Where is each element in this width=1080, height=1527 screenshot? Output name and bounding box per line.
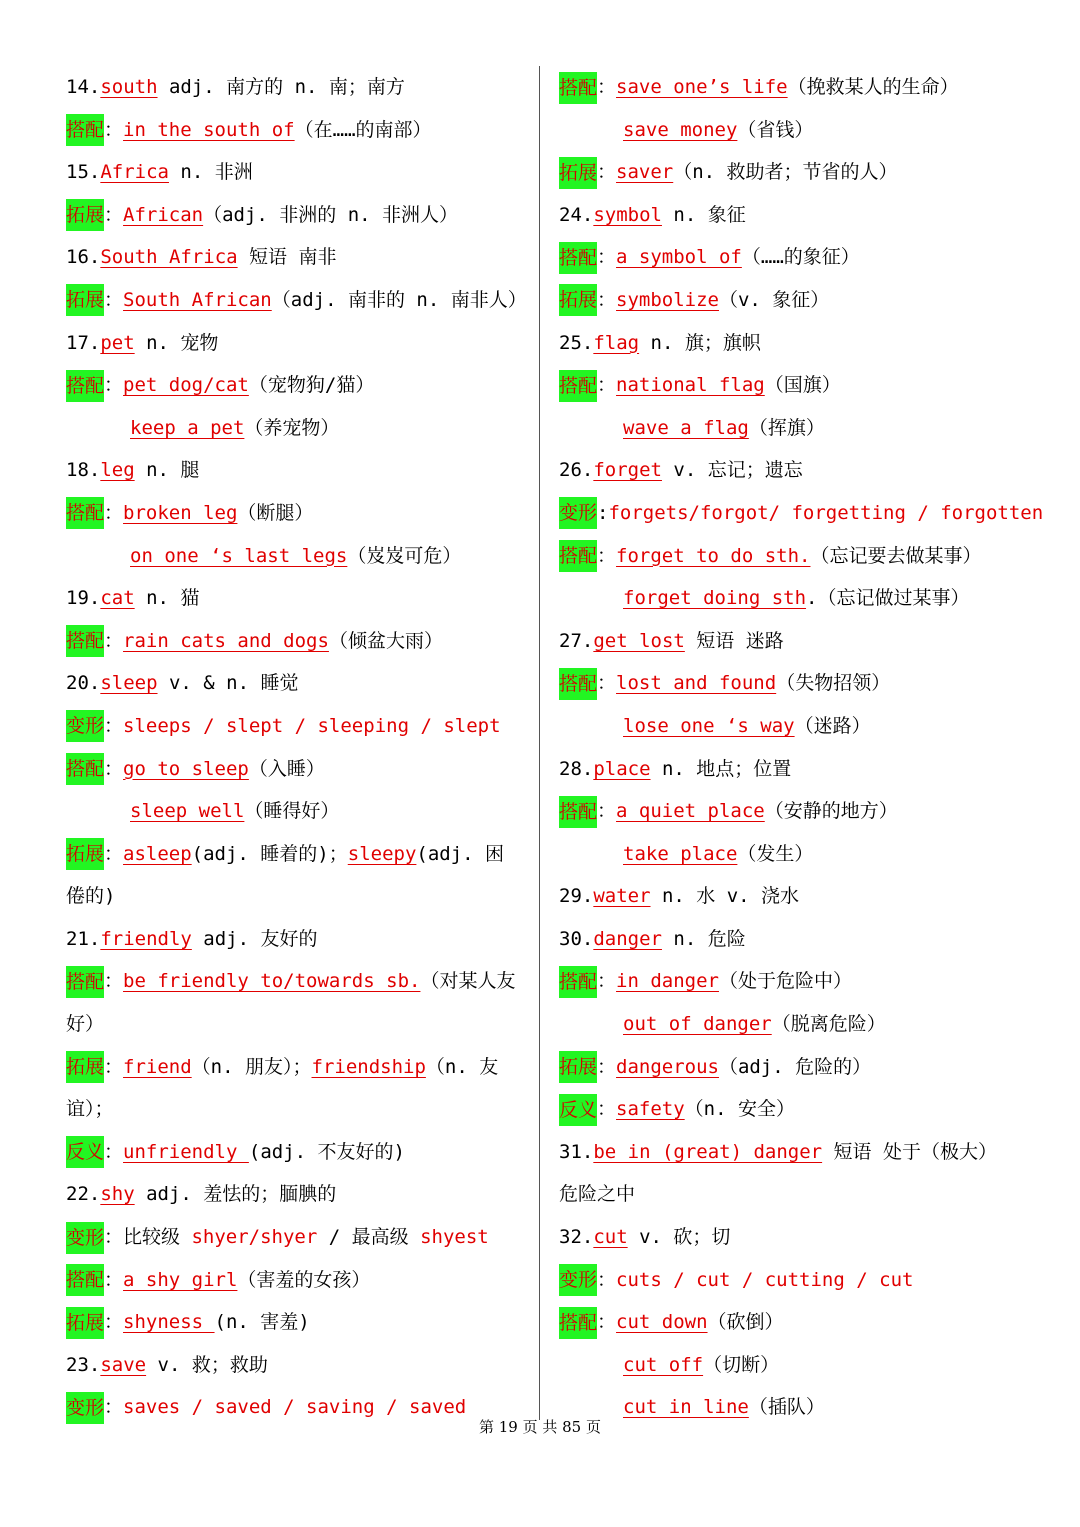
category-tag: 搭配 — [66, 753, 104, 785]
entry-line — [66, 492, 528, 535]
phrase-meaning: (n. 害羞) — [214, 1311, 310, 1334]
phrase-meaning: （砍倒） — [707, 1311, 784, 1334]
separator: ： — [104, 1055, 124, 1078]
entry-line — [559, 1046, 1059, 1089]
entry-line — [66, 236, 528, 279]
entry-line — [559, 364, 1059, 407]
word-forms-part: / 最高级 — [317, 1226, 421, 1249]
phrase: shyness — [123, 1311, 215, 1334]
definition: v. & n. 睡觉 — [157, 672, 299, 695]
phrase-meaning: （v. 象征） — [718, 288, 830, 311]
separator: ： — [104, 374, 124, 397]
phrase-meaning: （忘记要去做某事） — [810, 544, 982, 567]
definition: n. 地点；位置 — [650, 757, 792, 780]
separator: ： — [104, 1311, 124, 1334]
entry-line — [559, 1259, 1059, 1302]
phrase-meaning: （宠物狗/猫） — [248, 374, 375, 397]
phrase-meaning: （睡得好） — [244, 800, 340, 823]
phrase-meaning: （……的象征） — [741, 246, 860, 269]
category-tag: 变形 — [66, 710, 104, 742]
headword: save — [100, 1353, 147, 1376]
entry-number: 22. — [66, 1183, 101, 1206]
phrase: safety — [616, 1098, 685, 1121]
entry-number: 30. — [559, 927, 594, 950]
phrase: in danger — [616, 970, 719, 993]
phrase: take place — [623, 842, 738, 865]
phrase: lost and found — [616, 672, 777, 695]
entry-line — [559, 875, 1059, 918]
headword: water — [593, 885, 651, 908]
separator: ： — [104, 1268, 124, 1291]
category-tag: 搭配 — [66, 1264, 104, 1296]
entry-line — [66, 960, 528, 1003]
phrase-meaning: (adj. 困 — [416, 842, 505, 865]
phrase: asleep — [123, 842, 192, 865]
phrase: rain cats and dogs — [123, 629, 329, 652]
definition: 短语 南非 — [237, 246, 337, 269]
headword: cut — [593, 1226, 628, 1249]
word-forms: saves / saved / saving / saved — [123, 1396, 467, 1419]
phrase: unfriendly — [123, 1140, 249, 1163]
phrase: in the south of — [123, 118, 295, 141]
definition: n. 非洲 — [168, 161, 253, 184]
category-tag: 反义 — [66, 1136, 104, 1168]
entry-number: 28. — [559, 757, 594, 780]
headword: South Africa — [100, 246, 238, 269]
word-forms: forgets/forgot/ forgetting / forgotten — [608, 501, 1044, 524]
headword: forget — [593, 459, 662, 482]
headword: flag — [593, 331, 640, 354]
entry-line — [559, 407, 1059, 450]
entry-line — [559, 960, 1059, 1003]
definition: n. 象征 — [661, 203, 746, 226]
phrase-meaning: （入睡） — [248, 757, 325, 780]
entry-line — [66, 1003, 528, 1046]
separator: ： — [104, 842, 124, 865]
headword: danger — [593, 927, 662, 950]
entry-line — [559, 1131, 1059, 1174]
entry-line — [66, 577, 528, 620]
entry-line — [559, 705, 1059, 748]
category-tag: 拓展 — [66, 284, 104, 316]
entry-line — [66, 662, 528, 705]
entry-line — [559, 1173, 1059, 1216]
category-tag: 搭配 — [559, 242, 597, 274]
entry-line — [66, 790, 528, 833]
separator: ： — [104, 757, 124, 780]
separator: ： — [597, 1311, 617, 1334]
phrase-meaning: （adj. 危险的） — [718, 1055, 872, 1078]
phrase: be friendly to/towards sb. — [123, 970, 421, 993]
category-tag: 搭配 — [559, 540, 597, 572]
continuation-text: 倦的) — [66, 885, 116, 908]
phrase: South African — [123, 288, 272, 311]
separator: ： — [597, 1098, 617, 1121]
entry-number: 20. — [66, 672, 101, 695]
phrase-meaning: （处于危险中） — [718, 970, 852, 993]
entry-number: 14. — [66, 76, 101, 98]
headword: cat — [100, 587, 135, 610]
entry-line — [66, 279, 528, 322]
phrase: national flag — [616, 374, 765, 397]
page-footer: 第 19 页 共 85 页 — [478, 1418, 601, 1436]
separator: ： — [597, 1055, 617, 1078]
category-tag: 拓展 — [559, 157, 597, 189]
separator: ： — [104, 1140, 124, 1163]
phrase-meaning: (adj. 睡着的)； — [191, 842, 348, 865]
phrase-meaning: （adj. 非洲的 n. 非洲人） — [203, 203, 459, 226]
entry-line — [66, 748, 528, 791]
category-tag: 拓展 — [66, 1051, 104, 1083]
entry-number: 23. — [66, 1353, 101, 1376]
category-tag: 搭配 — [66, 966, 104, 998]
phrase: friendship — [311, 1055, 426, 1078]
entry-line — [559, 66, 1059, 109]
definition: v. 忘记；遗忘 — [661, 459, 803, 482]
definition: n. 宠物 — [134, 331, 219, 354]
entry-line — [66, 194, 528, 237]
entry-line — [66, 109, 528, 152]
entry-line — [559, 1301, 1059, 1344]
phrase-meaning: （插队） — [748, 1396, 825, 1419]
phrase: cut off — [623, 1353, 704, 1376]
definition: n. 水 v. 浇水 — [650, 885, 800, 908]
continuation-text: 谊）； — [66, 1098, 114, 1121]
definition: v. 救；救助 — [146, 1353, 268, 1376]
category-tag: 搭配 — [66, 114, 104, 146]
entry-line — [66, 1173, 528, 1216]
entry-number: 25. — [559, 331, 594, 354]
entry-line — [559, 620, 1059, 663]
entry-line — [559, 577, 1059, 620]
separator: ： — [104, 501, 124, 524]
separator: ： — [104, 288, 124, 311]
separator: ： — [597, 288, 617, 311]
entry-line — [559, 109, 1059, 152]
phrase: forget doing sth — [623, 587, 807, 610]
category-tag: 拓展 — [66, 199, 104, 231]
separator: ： — [597, 970, 617, 993]
entry-line — [559, 1088, 1059, 1131]
entry-number: 24. — [559, 203, 594, 226]
headword: pet — [100, 331, 135, 354]
category-tag: 搭配 — [559, 1307, 597, 1339]
headword: symbol — [593, 203, 662, 226]
category-tag: 搭配 — [559, 668, 597, 700]
entry-number: 17. — [66, 331, 101, 354]
phrase: pet dog/cat — [123, 374, 249, 397]
separator: ： — [104, 1396, 124, 1419]
category-tag: 拓展 — [559, 1051, 597, 1083]
word-forms: sleeps / slept / sleeping / slept — [123, 714, 501, 737]
headword: friendly — [100, 927, 192, 950]
entry-line — [559, 151, 1059, 194]
phrase-meaning: （n. 救助者；节省的人） — [673, 161, 898, 184]
separator: ： — [104, 629, 124, 652]
continuation-text: 好） — [66, 1013, 105, 1036]
entry-number: 16. — [66, 246, 101, 269]
phrase-meaning: （adj. 南非的 n. 南非人） — [271, 288, 527, 311]
entry-line — [559, 236, 1059, 279]
entry-line — [559, 1216, 1059, 1259]
entry-number: 32. — [559, 1226, 594, 1249]
headword: Africa — [100, 161, 169, 184]
phrase: forget to do sth. — [616, 544, 811, 567]
entry-line — [66, 705, 528, 748]
entry-line — [559, 535, 1059, 578]
phrase-meaning: （n. 安全） — [684, 1098, 795, 1121]
headword: place — [593, 757, 651, 780]
category-tag: 搭配 — [559, 796, 597, 828]
phrase-meaning: （n. 友 — [425, 1055, 499, 1078]
separator: ： — [597, 672, 617, 695]
right-column — [559, 66, 1059, 1429]
category-tag: 搭配 — [66, 625, 104, 657]
phrase: symbolize — [616, 288, 719, 311]
entry-number: 27. — [559, 629, 594, 652]
headword: be in (great) danger — [593, 1140, 823, 1163]
entry-line — [559, 790, 1059, 833]
phrase: a shy girl — [123, 1268, 238, 1291]
entry-line — [559, 748, 1059, 791]
category-tag: 搭配 — [559, 966, 597, 998]
entry-line — [66, 1259, 528, 1302]
separator: ： — [104, 203, 124, 226]
entry-line — [559, 322, 1059, 365]
category-tag: 搭配 — [66, 497, 104, 529]
phrase: on one ‘s last legs — [130, 544, 348, 567]
category-tag: 搭配 — [559, 72, 597, 104]
headword: shy — [100, 1183, 135, 1206]
entry-line — [559, 1003, 1059, 1046]
entry-line — [559, 1344, 1059, 1387]
phrase-meaning: （切断） — [703, 1353, 780, 1376]
entry-line — [66, 620, 528, 663]
definition: n. 旗；旗帜 — [639, 331, 761, 354]
phrase-meaning: （倾盆大雨） — [328, 629, 443, 652]
entry-line — [66, 875, 528, 918]
phrase-meaning: (adj. 不友好的) — [248, 1140, 405, 1163]
category-tag: 变形 — [559, 1264, 597, 1296]
headword: sleep — [100, 672, 158, 695]
phrase-meaning: .（忘记做过某事） — [806, 587, 970, 610]
left-column — [66, 66, 528, 1429]
separator: ： — [104, 1226, 124, 1249]
definition: v. 砍；切 — [627, 1226, 731, 1249]
phrase-meaning: （失物招领） — [776, 672, 891, 695]
separator: ： — [104, 118, 124, 141]
phrase-meaning: （挽救某人的生命） — [787, 76, 959, 98]
category-tag: 变形 — [66, 1392, 104, 1424]
separator: ： — [104, 714, 124, 737]
separator: ： — [597, 246, 617, 269]
separator: : — [597, 501, 609, 524]
entry-line — [66, 1344, 528, 1387]
entry-line — [66, 322, 528, 365]
entry-line — [559, 194, 1059, 237]
phrase-meaning: （岌岌可危） — [347, 544, 462, 567]
category-tag: 拓展 — [66, 1307, 104, 1339]
entry-number: 21. — [66, 927, 101, 950]
category-tag: 拓展 — [559, 284, 597, 316]
entry-number: 18. — [66, 459, 101, 482]
entry-number: 19. — [66, 587, 101, 610]
headword: leg — [100, 459, 135, 482]
phrase-meaning: （挥旗） — [748, 416, 825, 439]
phrase: wave a flag — [623, 416, 749, 439]
definition: adj. 南方的 n. 南；南方 — [157, 76, 405, 98]
phrase: dangerous — [616, 1055, 719, 1078]
phrase-meaning: （养宠物） — [244, 416, 340, 439]
phrase: cut down — [616, 1311, 708, 1334]
entry-line — [66, 918, 528, 961]
phrase-meaning: （断腿） — [237, 501, 314, 524]
phrase-meaning: （安静的地方） — [764, 800, 898, 823]
entry-line — [559, 279, 1059, 322]
phrase: saver — [616, 161, 674, 184]
headword: south — [100, 76, 158, 98]
entry-line — [559, 833, 1059, 876]
category-tag: 变形 — [66, 1222, 104, 1254]
column-divider — [539, 66, 540, 1420]
entry-line — [66, 1301, 528, 1344]
category-tag: 拓展 — [66, 838, 104, 870]
entry-line — [66, 151, 528, 194]
entry-line — [66, 364, 528, 407]
entry-line — [66, 833, 528, 876]
word-forms-part: 比较级 — [123, 1226, 192, 1249]
phrase-meaning: （对某人友 — [420, 970, 516, 993]
phrase-meaning: （脱离危险） — [771, 1013, 886, 1036]
phrase: African — [123, 203, 204, 226]
separator: ： — [597, 800, 617, 823]
separator: ： — [597, 1268, 617, 1291]
definition: adj. 友好的 — [191, 927, 318, 950]
definition: n. 猫 — [134, 587, 200, 610]
headword: get lost — [593, 629, 685, 652]
separator: ： — [597, 76, 617, 98]
definition: 短语 迷路 — [684, 629, 784, 652]
entry-line — [559, 492, 1059, 535]
separator: ： — [597, 544, 617, 567]
entry-line — [66, 535, 528, 578]
phrase: keep a pet — [130, 416, 245, 439]
word-forms-part: shyer/shyer — [191, 1226, 318, 1249]
phrase: broken leg — [123, 501, 238, 524]
category-tag: 搭配 — [66, 370, 104, 402]
phrase-meaning: （省钱） — [737, 118, 814, 141]
separator: ： — [597, 161, 617, 184]
phrase-meaning: （发生） — [737, 842, 814, 865]
phrase: lose one ‘s way — [623, 714, 795, 737]
phrase-meaning: （国旗） — [764, 374, 841, 397]
phrase-meaning: （迷路） — [794, 714, 871, 737]
phrase: save one’s life — [616, 76, 788, 98]
phrase: sleepy — [347, 842, 417, 865]
category-tag: 反义 — [559, 1094, 597, 1126]
entry-line — [66, 1046, 528, 1089]
continuation-text: 危险之中 — [559, 1183, 636, 1206]
phrase: friend — [123, 1055, 192, 1078]
category-tag: 搭配 — [559, 370, 597, 402]
entry-number: 15. — [66, 161, 101, 184]
phrase: out of danger — [623, 1013, 772, 1036]
entry-line — [559, 662, 1059, 705]
definition: adj. 羞怯的；腼腆的 — [134, 1183, 337, 1206]
separator: ： — [597, 374, 617, 397]
phrase-meaning: （在……的南部） — [294, 118, 432, 141]
entry-line — [66, 1088, 528, 1131]
phrase: save money — [623, 118, 738, 141]
definition: 短语 处于（极大） — [822, 1140, 997, 1163]
entry-line — [66, 407, 528, 450]
entry-line — [66, 449, 528, 492]
entry-line — [66, 1216, 528, 1259]
word-forms-part: shyest — [420, 1226, 489, 1249]
separator: ： — [104, 970, 124, 993]
phrase: sleep well — [130, 800, 245, 823]
entry-line — [66, 66, 528, 109]
definition: n. 腿 — [134, 459, 200, 482]
category-tag: 变形 — [559, 497, 597, 529]
entry-line — [559, 449, 1059, 492]
phrase-meaning: （害羞的女孩） — [237, 1268, 371, 1291]
entry-number: 31. — [559, 1140, 594, 1163]
entry-line — [559, 918, 1059, 961]
phrase: a symbol of — [616, 246, 742, 269]
word-forms: cuts / cut / cutting / cut — [616, 1268, 914, 1291]
phrase: cut in line — [623, 1396, 749, 1419]
entry-line — [66, 1131, 528, 1174]
entry-number: 26. — [559, 459, 594, 482]
entry-number: 29. — [559, 885, 594, 908]
definition: n. 危险 — [661, 927, 746, 950]
phrase: go to sleep — [123, 757, 249, 780]
phrase-meaning: （n. 朋友）； — [191, 1055, 312, 1078]
phrase: a quiet place — [616, 800, 765, 823]
